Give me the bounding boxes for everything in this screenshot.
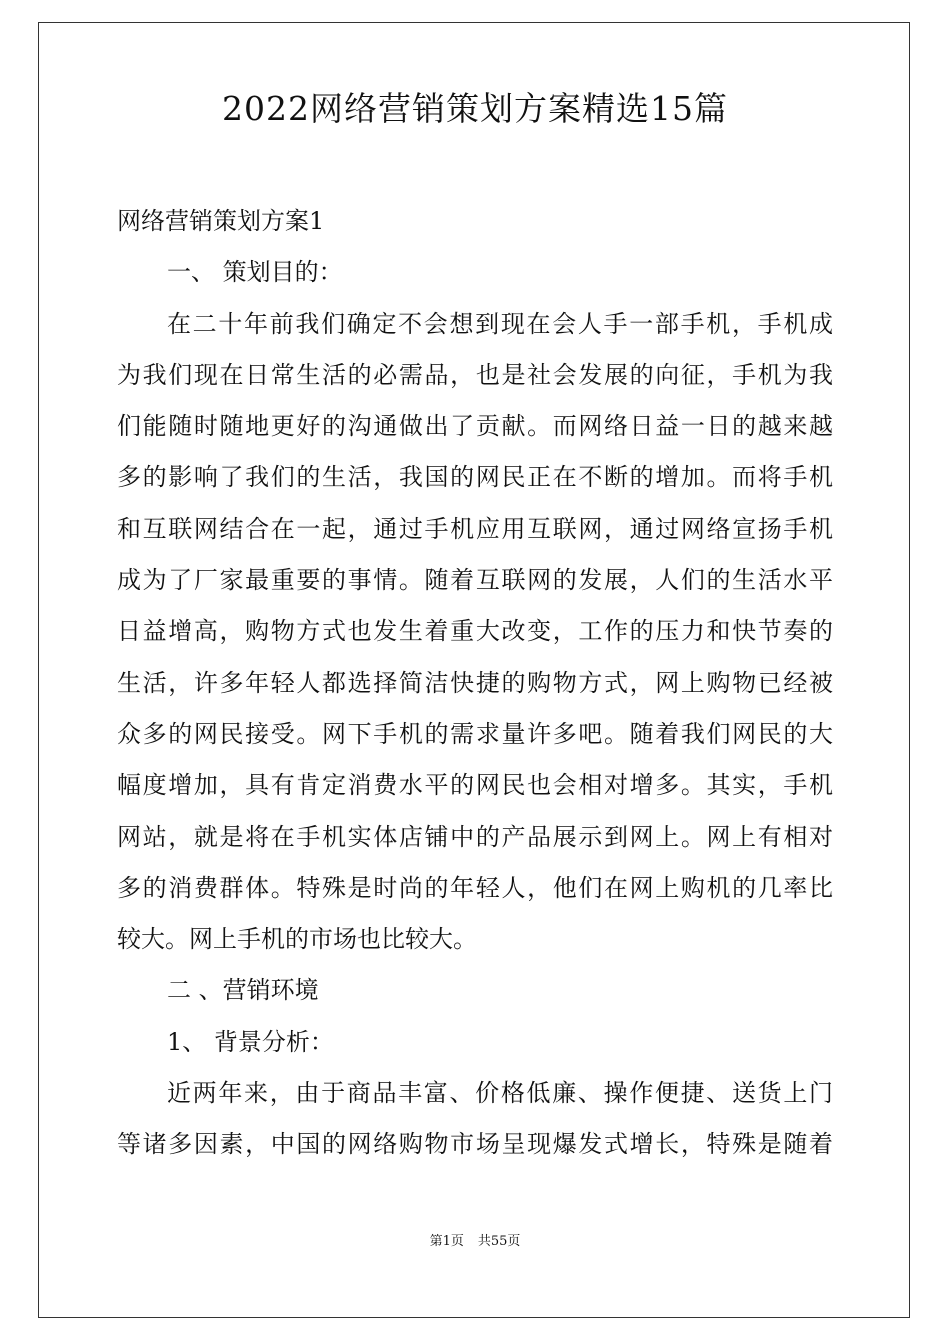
section-title: 网络营销策划方案1 xyxy=(117,207,325,235)
paragraph-line: 日益增高，购物方式也发生着重大改变，工作的压力和快节奏的 xyxy=(117,617,833,646)
heading-purpose: 一、 策划目的： xyxy=(167,258,343,287)
paragraph-2 xyxy=(117,1068,833,1171)
paragraph-line: 为我们现在日常生活的必需品，也是社会发展的向征，手机为我 xyxy=(117,360,833,389)
paragraph-line: 近两年来，由于商品丰富、价格低廉、操作便捷、送货上门 xyxy=(167,1079,833,1108)
paragraph-line: 网站，就是将在手机实体店铺中的产品展示到网上。网上有相对 xyxy=(117,822,833,851)
paragraph-line: 多的影响了我们的生活，我国的网民正在不断的增加。而将手机 xyxy=(117,463,833,492)
paragraph-line: 成为了厂家最重要的事情。随着互联网的发展，人们的生活水平 xyxy=(117,566,833,595)
document-title: 2022网络营销策划方案精选15篇 xyxy=(222,89,728,128)
page-number: 第1页 xyxy=(429,1234,464,1249)
page-footer xyxy=(0,1232,950,1252)
paragraph-line: 等诸多因素，中国的网络购物市场呈现爆发式增长，特殊是随着 xyxy=(117,1130,833,1159)
paragraph-line: 们能随时随地更好的沟通做出了贡献。而网络日益一日的越来越 xyxy=(117,412,833,441)
paragraph-line: 幅度增加，具有肯定消费水平的网民也会相对增多。其实，手机 xyxy=(117,771,833,800)
paragraph-line: 较大。网上手机的市场也比较大。 xyxy=(117,925,477,954)
heading-background-analysis: 1、 背景分析： xyxy=(167,1027,334,1056)
paragraph-line: 众多的网民接受。网下手机的需求量许多吧。随着我们网民的大 xyxy=(117,719,833,748)
paragraph-line: 在二十年前我们确定不会想到现在会人手一部手机，手机成 xyxy=(167,309,833,338)
paragraph-1 xyxy=(117,299,833,966)
heading-marketing-environment: 二 、营销环境 xyxy=(167,976,319,1005)
paragraph-line: 和互联网结合在一起，通过手机应用互联网，通过网络宣扬手机 xyxy=(117,514,833,543)
document-body xyxy=(117,196,833,1171)
paragraph-line: 多的消费群体。特殊是时尚的年轻人，他们在网上购机的几率比 xyxy=(117,873,833,902)
total-pages: 共55页 xyxy=(477,1234,521,1249)
paragraph-line: 生活，许多年轻人都选择简洁快捷的购物方式，网上购物已经被 xyxy=(117,668,833,697)
